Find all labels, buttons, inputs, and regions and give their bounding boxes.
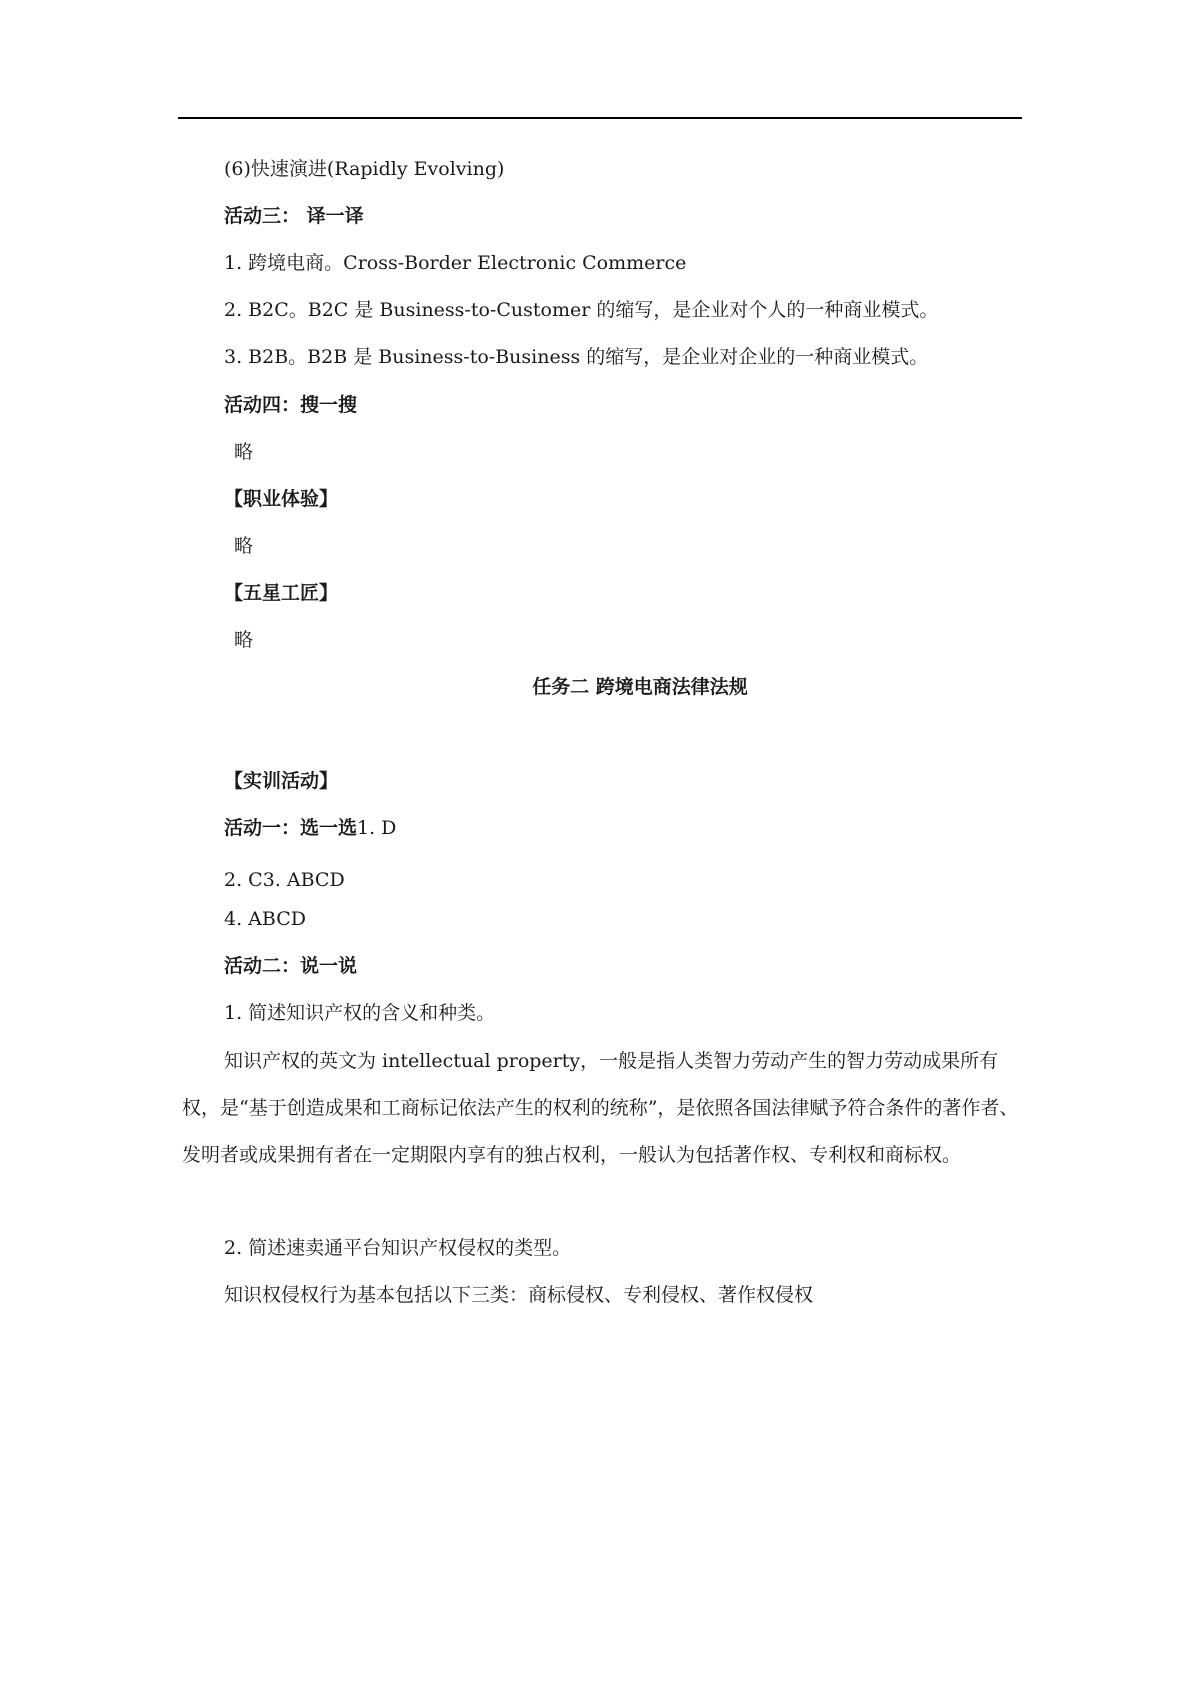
answer-2-3: 2. C3. ABCD bbox=[224, 869, 345, 891]
heading-activity-4: 活动四：搜一搜 bbox=[224, 394, 358, 416]
omitted-text-1: 略 bbox=[234, 441, 254, 463]
translation-item-1: 1. 跨境电商。Cross-Border Electronic Commerce bbox=[224, 252, 687, 274]
task-2-title: 任务二 跨境电商法律法规 bbox=[532, 676, 748, 698]
answer-1: 1. D bbox=[357, 817, 397, 839]
translation-item-3: 3. B2B。B2B 是 Business-to-Business 的缩写，是企业对企业的一种商业模式。 bbox=[224, 346, 929, 368]
answer-4: 4. ABCD bbox=[224, 908, 306, 930]
paragraph-ip-definition-text: 知识产权的英文为 intellectual property，一般是指人类智力劳动产生的智力劳动成果所有权，是“基于创造成果和工商标记依法产生的权利的统称”，是依照各国法律赋予符合条件的著作者、发明者或成果拥有者在一定期限内享有的独占权利，一般认为包括著作权、专利权和商标权。 bbox=[182, 1050, 1019, 1166]
question-2: 2. 简述速卖通平台知识产权侵权的类型。 bbox=[224, 1237, 572, 1259]
omitted-text-2: 略 bbox=[234, 535, 254, 557]
paragraph-ip-definition bbox=[182, 1038, 1020, 1179]
heading-activity-2: 活动二：说一说 bbox=[224, 955, 358, 977]
question-1: 1. 简述知识产权的含义和种类。 bbox=[224, 1002, 496, 1024]
heading-activity-3: 活动三： 译一译 bbox=[224, 205, 364, 227]
omitted-text-3: 略 bbox=[234, 629, 254, 651]
header-rule bbox=[178, 117, 1022, 119]
activity-1-row bbox=[224, 814, 396, 842]
heading-career-experience: 【职业体验】 bbox=[224, 488, 339, 510]
paragraph-infringement-types: 知识权侵权行为基本包括以下三类：商标侵权、专利侵权、著作权侵权 bbox=[224, 1284, 814, 1306]
translation-item-2: 2. B2C。B2C 是 Business-to-Customer 的缩写，是企业对个人的一种商业模式。 bbox=[224, 299, 939, 321]
heading-activity-1: 活动一：选一选 bbox=[224, 817, 358, 839]
heading-training-activities: 【实训活动】 bbox=[224, 770, 339, 792]
heading-five-star-craftsman: 【五星工匠】 bbox=[224, 582, 339, 604]
text-line-rapidly-evolving: (6)快速演进(Rapidly Evolving) bbox=[224, 158, 505, 180]
